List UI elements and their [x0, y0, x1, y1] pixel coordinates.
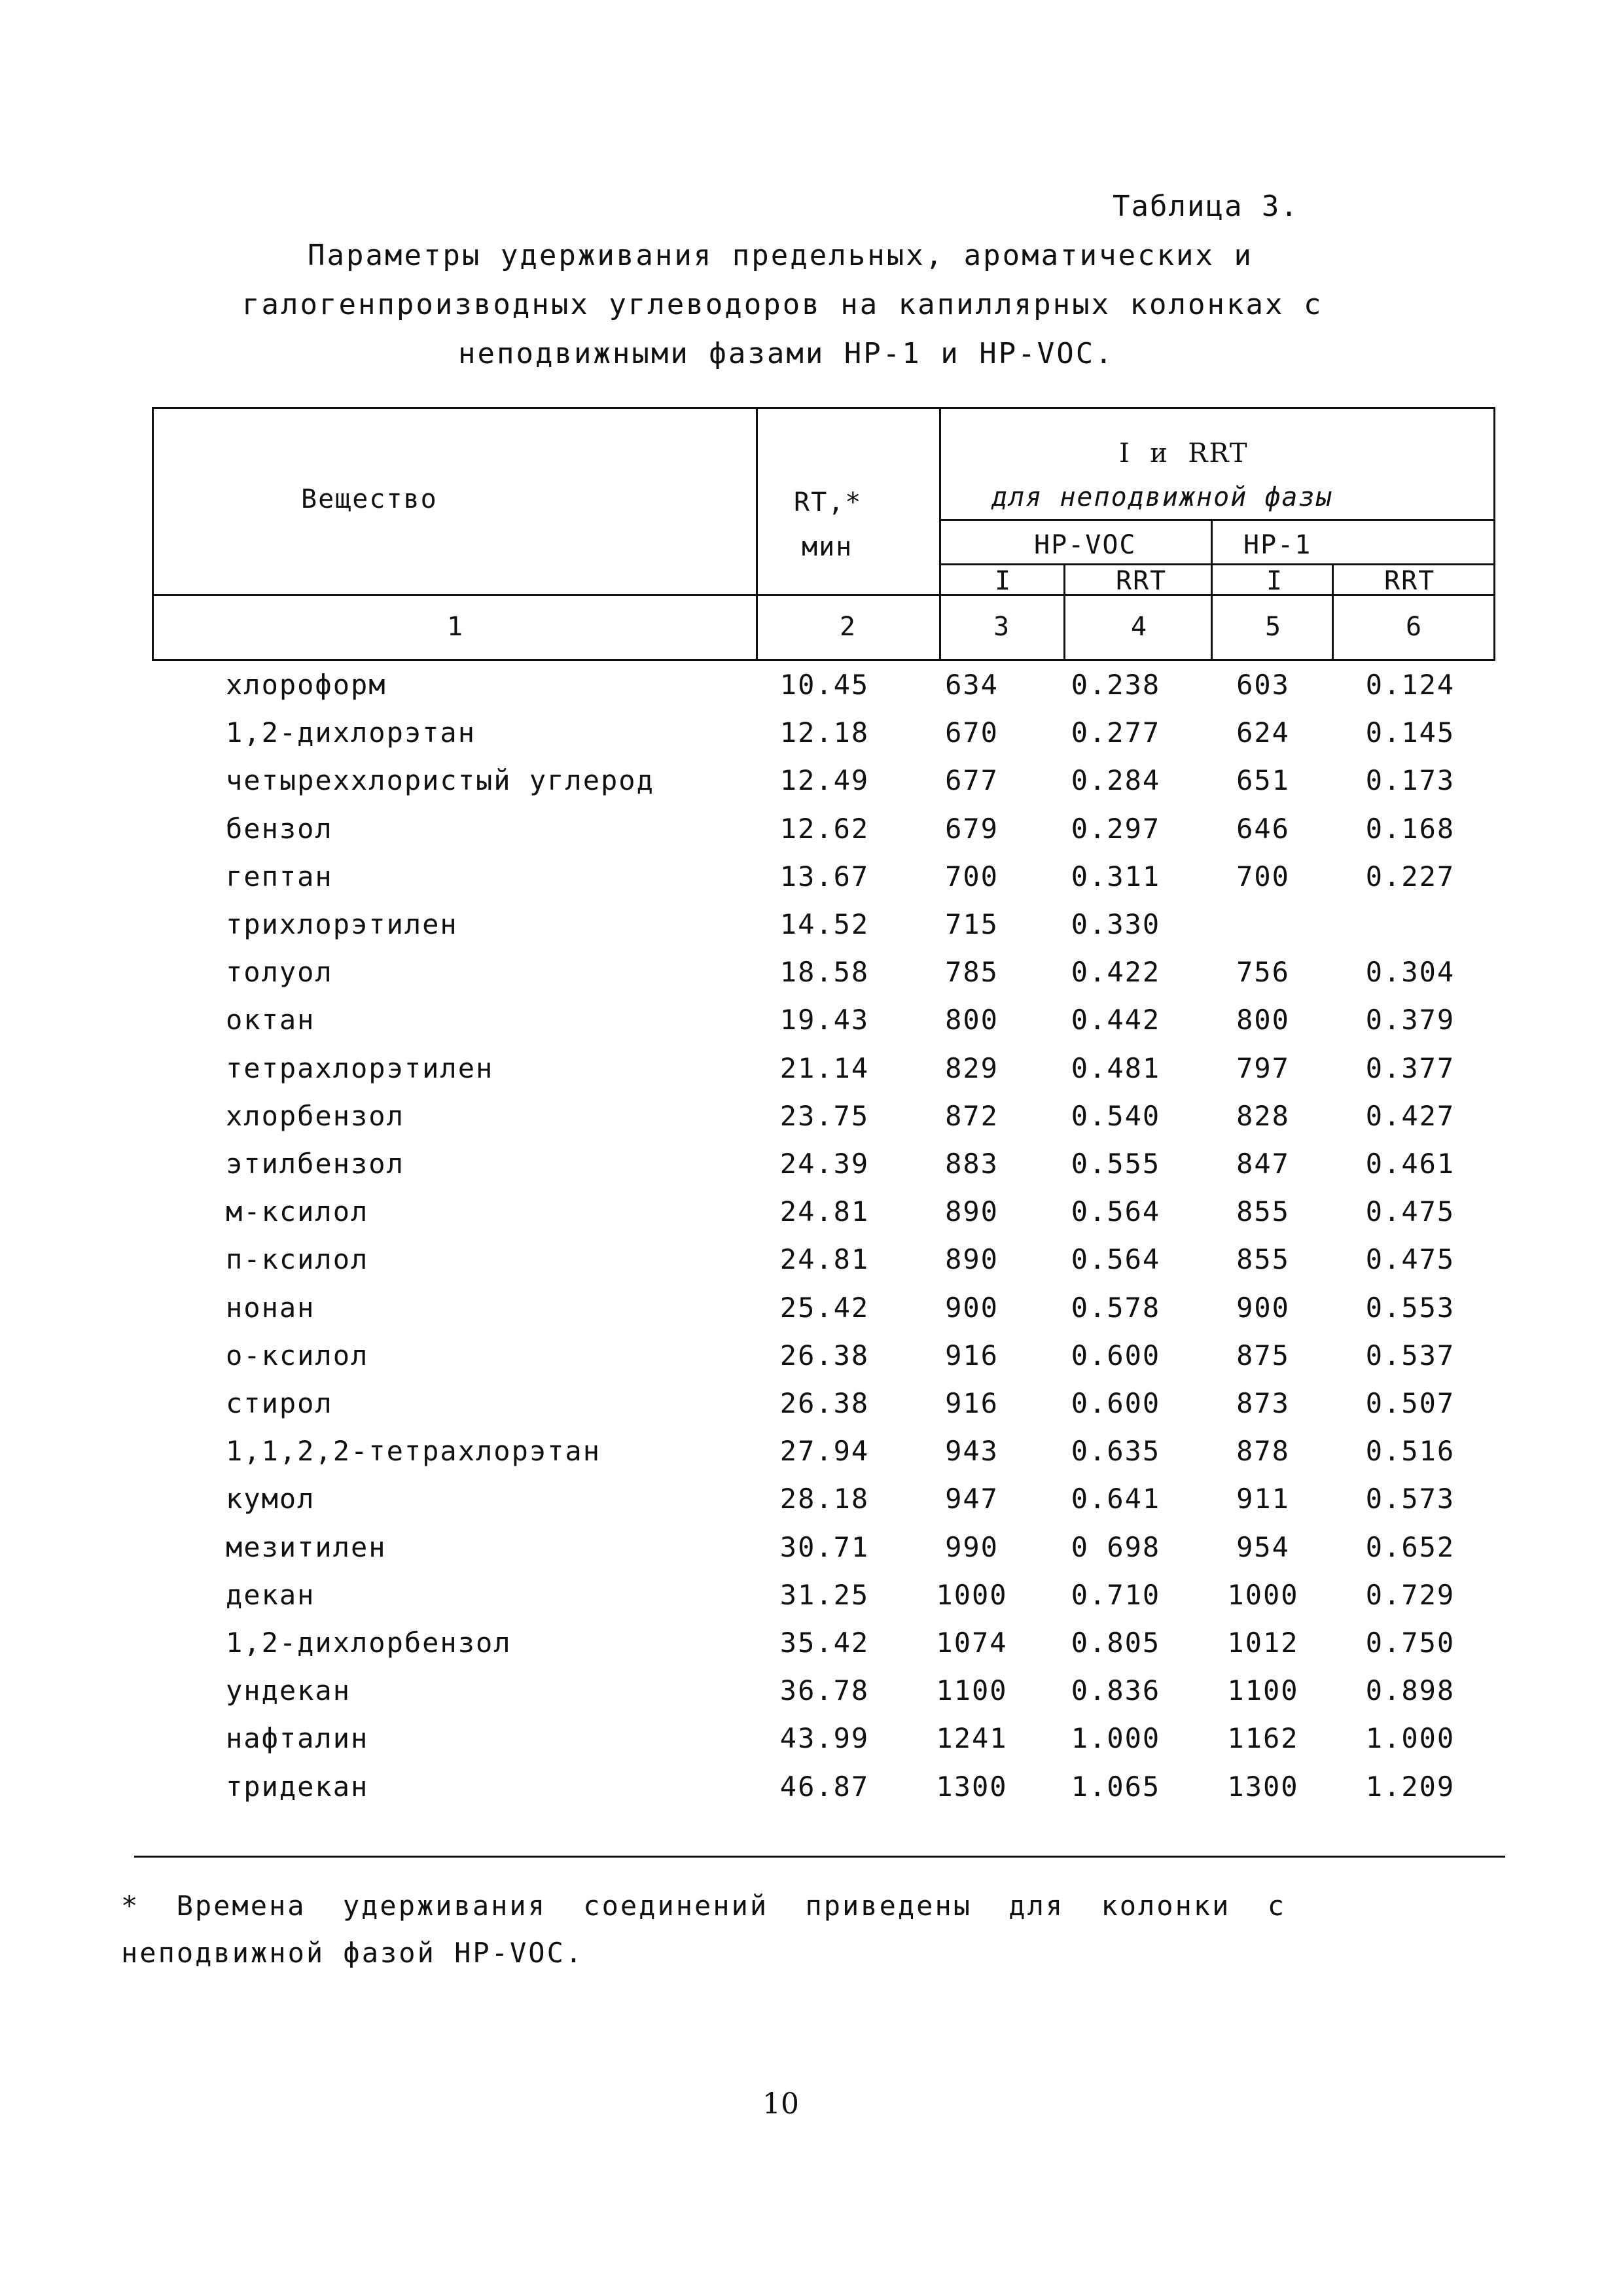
column-number: 3 — [993, 612, 1010, 642]
column-number: 1 — [446, 612, 463, 642]
substance-name: тридекан — [226, 1771, 369, 1803]
index-hp-voc: 677 — [945, 764, 999, 796]
rrt-hp-1: 0.537 — [1365, 1339, 1455, 1371]
rrt-hp-1: 0.898 — [1365, 1674, 1455, 1706]
index-hp-voc: 916 — [945, 1339, 999, 1371]
column-number: 5 — [1264, 612, 1281, 642]
index-hp-1: 855 — [1236, 1195, 1290, 1227]
rrt-hp-voc: 0.578 — [1071, 1292, 1161, 1324]
index-hp-voc: 670 — [945, 716, 999, 749]
group-header: I и RRT — [1119, 438, 1249, 468]
i-header-voc: I — [995, 566, 1012, 596]
table-row — [0, 1579, 1623, 1618]
rt-value: 31.25 — [779, 1579, 870, 1611]
rrt-header-voc: RRT — [1116, 566, 1168, 596]
index-hp-1: 800 — [1236, 1004, 1290, 1036]
rrt-hp-1: 0.304 — [1365, 956, 1455, 988]
rrt-hp-voc: 0.311 — [1071, 860, 1161, 892]
substance-name: тетрахлорэтилен — [226, 1052, 494, 1084]
rrt-hp-1: 0.475 — [1365, 1195, 1455, 1227]
index-hp-voc: 916 — [945, 1387, 999, 1419]
index-hp-voc: 829 — [945, 1052, 999, 1084]
index-hp-1: 797 — [1236, 1052, 1290, 1084]
rt-value: 12.49 — [779, 764, 870, 796]
substance-name: о-ксилол — [226, 1339, 369, 1371]
index-hp-voc: 947 — [945, 1483, 999, 1515]
table-label: Таблица 3. — [1113, 190, 1299, 223]
rrt-hp-1: 0.573 — [1365, 1483, 1455, 1515]
rrt-hp-1: 0.729 — [1365, 1579, 1455, 1611]
table-header — [152, 407, 1495, 661]
rrt-hp-1: 0.379 — [1365, 1004, 1455, 1036]
rrt-hp-voc: 0.836 — [1071, 1674, 1161, 1706]
index-hp-1: 756 — [1236, 956, 1290, 988]
table-row — [0, 1148, 1623, 1187]
rrt-hp-voc: 0.330 — [1071, 908, 1161, 940]
table-row — [0, 1387, 1623, 1426]
rrt-header-hp1: RRT — [1384, 566, 1436, 596]
table-row — [0, 1771, 1623, 1810]
substance-name: 1,2-дихлорбензол — [226, 1627, 512, 1659]
rrt-hp-1: 0.652 — [1365, 1531, 1455, 1563]
table-row — [0, 1243, 1623, 1282]
substance-name: октан — [226, 1004, 315, 1036]
substance-name: толуол — [226, 956, 333, 988]
rrt-hp-1: 0.427 — [1365, 1100, 1455, 1132]
rrt-hp-1: 0.516 — [1365, 1435, 1455, 1467]
group-subheader: для неподвижной фазы — [991, 482, 1333, 512]
rt-value: 24.39 — [779, 1148, 870, 1180]
rrt-hp-1: 0.145 — [1365, 716, 1455, 749]
header-divider — [939, 563, 1495, 565]
index-hp-1: 624 — [1236, 716, 1290, 749]
table-bottom-rule — [134, 1856, 1505, 1858]
rrt-hp-1: 0.553 — [1365, 1292, 1455, 1324]
index-hp-1: 1012 — [1227, 1627, 1299, 1659]
index-hp-voc: 943 — [945, 1435, 999, 1467]
index-hp-voc: 990 — [945, 1531, 999, 1563]
rrt-hp-voc: 0.564 — [1071, 1195, 1161, 1227]
rrt-hp-voc: 0.284 — [1071, 764, 1161, 796]
rrt-hp-voc: 0.481 — [1071, 1052, 1161, 1084]
index-hp-1: 700 — [1236, 860, 1290, 892]
table-row — [0, 1052, 1623, 1091]
substance-name: п-ксилол — [226, 1243, 369, 1275]
index-hp-voc: 1074 — [936, 1627, 1008, 1659]
column-number: 2 — [839, 612, 856, 642]
index-hp-1: 900 — [1236, 1292, 1290, 1324]
rrt-hp-voc: 0.564 — [1071, 1243, 1161, 1275]
rrt-hp-1: 0.461 — [1365, 1148, 1455, 1180]
index-hp-1: 646 — [1236, 813, 1290, 845]
rrt-hp-voc: 0.238 — [1071, 669, 1161, 701]
rt-value: 12.18 — [779, 716, 870, 749]
phase-hp-1: HP-1 — [1243, 530, 1312, 560]
footnote-line-2: неподвижной фазой HP-VOC. — [121, 1937, 584, 1969]
table-row — [0, 669, 1623, 708]
table-row — [0, 1292, 1623, 1331]
rt-value: 43.99 — [779, 1722, 870, 1754]
column-number: 4 — [1130, 612, 1147, 642]
index-hp-voc: 883 — [945, 1148, 999, 1180]
table-row — [0, 1674, 1623, 1714]
rrt-hp-1: 0.750 — [1365, 1627, 1455, 1659]
rt-value: 23.75 — [779, 1100, 870, 1132]
index-hp-1: 954 — [1236, 1531, 1290, 1563]
rt-value: 26.38 — [779, 1339, 870, 1371]
rrt-hp-1: 0.227 — [1365, 860, 1455, 892]
substance-name: ундекан — [226, 1674, 351, 1706]
index-hp-voc: 715 — [945, 908, 999, 940]
rrt-hp-voc: 0.442 — [1071, 1004, 1161, 1036]
table-row — [0, 1100, 1623, 1139]
substance-name: хлорбензол — [226, 1100, 404, 1132]
substance-name: м-ксилол — [226, 1195, 369, 1227]
rrt-hp-1: 0.168 — [1365, 813, 1455, 845]
index-hp-voc: 785 — [945, 956, 999, 988]
rrt-hp-voc: 0 698 — [1071, 1531, 1161, 1563]
caption-line-1: Параметры удерживания предельных, ароматических и — [308, 239, 1254, 272]
rt-value: 24.81 — [779, 1243, 870, 1275]
table-row — [0, 908, 1623, 947]
rt-value: 24.81 — [779, 1195, 870, 1227]
index-hp-1: 847 — [1236, 1148, 1290, 1180]
substance-name: бензол — [226, 813, 333, 845]
index-hp-voc: 700 — [945, 860, 999, 892]
rt-value: 36.78 — [779, 1674, 870, 1706]
rt-value: 13.67 — [779, 860, 870, 892]
substance-name: стирол — [226, 1387, 333, 1419]
table-row — [0, 860, 1623, 900]
substance-name: 1,1,2,2-тетрахлорэтан — [226, 1435, 601, 1467]
rt-value: 14.52 — [779, 908, 870, 940]
table-row — [0, 1531, 1623, 1570]
substance-name: этилбензол — [226, 1148, 404, 1180]
table-row — [0, 716, 1623, 756]
index-hp-voc: 900 — [945, 1292, 999, 1324]
rrt-hp-voc: 1.065 — [1071, 1771, 1161, 1803]
index-hp-1: 603 — [1236, 669, 1290, 701]
rrt-hp-voc: 0.635 — [1071, 1435, 1161, 1467]
substance-name: нафталин — [226, 1722, 369, 1754]
rt-value: 35.42 — [779, 1627, 870, 1659]
index-hp-1: 1300 — [1227, 1771, 1299, 1803]
substance-name: декан — [226, 1579, 315, 1611]
rt-value: 25.42 — [779, 1292, 870, 1324]
header-divider — [154, 594, 1495, 596]
rt-value: 46.87 — [779, 1771, 870, 1803]
table-row — [0, 1627, 1623, 1666]
table-row — [0, 813, 1623, 852]
rt-unit: мин — [802, 532, 853, 562]
index-hp-1: 855 — [1236, 1243, 1290, 1275]
index-hp-voc: 679 — [945, 813, 999, 845]
index-hp-voc: 890 — [945, 1243, 999, 1275]
index-hp-voc: 872 — [945, 1100, 999, 1132]
index-hp-1: 875 — [1236, 1339, 1290, 1371]
rrt-hp-1: 0.377 — [1365, 1052, 1455, 1084]
table-row — [0, 1435, 1623, 1474]
rt-header: RT,* — [794, 487, 863, 518]
rrt-hp-voc: 0.600 — [1071, 1387, 1161, 1419]
table-row — [0, 956, 1623, 995]
rrt-hp-voc: 0.805 — [1071, 1627, 1161, 1659]
index-hp-1: 1000 — [1227, 1579, 1299, 1611]
rrt-hp-1: 0.507 — [1365, 1387, 1455, 1419]
substance-header: Вещество — [301, 484, 438, 514]
rrt-hp-voc: 0.555 — [1071, 1148, 1161, 1180]
rrt-hp-1: 1.000 — [1365, 1722, 1455, 1754]
i-header-hp1: I — [1266, 566, 1284, 596]
header-divider — [939, 519, 1495, 521]
rt-value: 19.43 — [779, 1004, 870, 1036]
header-divider — [1063, 565, 1065, 661]
header-divider — [1332, 565, 1334, 661]
page-number: 10 — [762, 2087, 799, 2121]
rt-value: 26.38 — [779, 1387, 870, 1419]
index-hp-1: 651 — [1236, 764, 1290, 796]
rrt-hp-1: 0.475 — [1365, 1243, 1455, 1275]
rrt-hp-voc: 0.641 — [1071, 1483, 1161, 1515]
rrt-hp-voc: 0.277 — [1071, 716, 1161, 749]
rt-value: 28.18 — [779, 1483, 870, 1515]
rt-value: 10.45 — [779, 669, 870, 701]
phase-hp-voc: HP-VOC — [1034, 530, 1137, 560]
substance-name: мезитилен — [226, 1531, 387, 1563]
caption-line-2: галогенпроизводных углеводоров на капиллярных колонках с — [242, 288, 1323, 321]
index-hp-voc: 1300 — [936, 1771, 1008, 1803]
rrt-hp-voc: 0.422 — [1071, 956, 1161, 988]
index-hp-1: 1162 — [1227, 1722, 1299, 1754]
rrt-hp-voc: 0.540 — [1071, 1100, 1161, 1132]
caption-line-3: неподвижными фазами HP-1 и HP-VOC. — [458, 337, 1115, 370]
rt-value: 27.94 — [779, 1435, 870, 1467]
index-hp-1: 911 — [1236, 1483, 1290, 1515]
substance-name: 1,2-дихлорэтан — [226, 716, 476, 749]
header-divider — [939, 409, 941, 661]
table-row — [0, 1483, 1623, 1522]
rrt-hp-voc: 0.297 — [1071, 813, 1161, 845]
table-row — [0, 1339, 1623, 1379]
footnote-line-1: * Времена удерживания соединений приведены для колонки с — [121, 1890, 1287, 1922]
substance-name: хлороформ — [226, 669, 387, 701]
index-hp-1: 1100 — [1227, 1674, 1299, 1706]
substance-name: четыреххлористый углерод — [226, 764, 654, 796]
rrt-hp-voc: 0.600 — [1071, 1339, 1161, 1371]
table-row — [0, 1004, 1623, 1043]
table-row — [0, 1195, 1623, 1235]
table-row — [0, 764, 1623, 804]
index-hp-1: 878 — [1236, 1435, 1290, 1467]
index-hp-voc: 1241 — [936, 1722, 1008, 1754]
substance-name: нонан — [226, 1292, 315, 1324]
rrt-hp-voc: 0.710 — [1071, 1579, 1161, 1611]
rt-value: 12.62 — [779, 813, 870, 845]
rt-value: 18.58 — [779, 956, 870, 988]
header-divider — [756, 409, 758, 661]
substance-name: трихлорэтилен — [226, 908, 458, 940]
index-hp-voc: 1000 — [936, 1579, 1008, 1611]
substance-name: кумол — [226, 1483, 315, 1515]
index-hp-voc: 1100 — [936, 1674, 1008, 1706]
index-hp-voc: 634 — [945, 669, 999, 701]
index-hp-voc: 800 — [945, 1004, 999, 1036]
substance-name: гептан — [226, 860, 333, 892]
header-divider — [1211, 519, 1213, 661]
rrt-hp-1: 0.124 — [1365, 669, 1455, 701]
rt-value: 21.14 — [779, 1052, 870, 1084]
column-number: 6 — [1405, 612, 1422, 642]
rrt-hp-1: 0.173 — [1365, 764, 1455, 796]
index-hp-1: 873 — [1236, 1387, 1290, 1419]
index-hp-voc: 890 — [945, 1195, 999, 1227]
rrt-hp-1: 1.209 — [1365, 1771, 1455, 1803]
table-row — [0, 1722, 1623, 1761]
rrt-hp-voc: 1.000 — [1071, 1722, 1161, 1754]
rt-value: 30.71 — [779, 1531, 870, 1563]
index-hp-1: 828 — [1236, 1100, 1290, 1132]
